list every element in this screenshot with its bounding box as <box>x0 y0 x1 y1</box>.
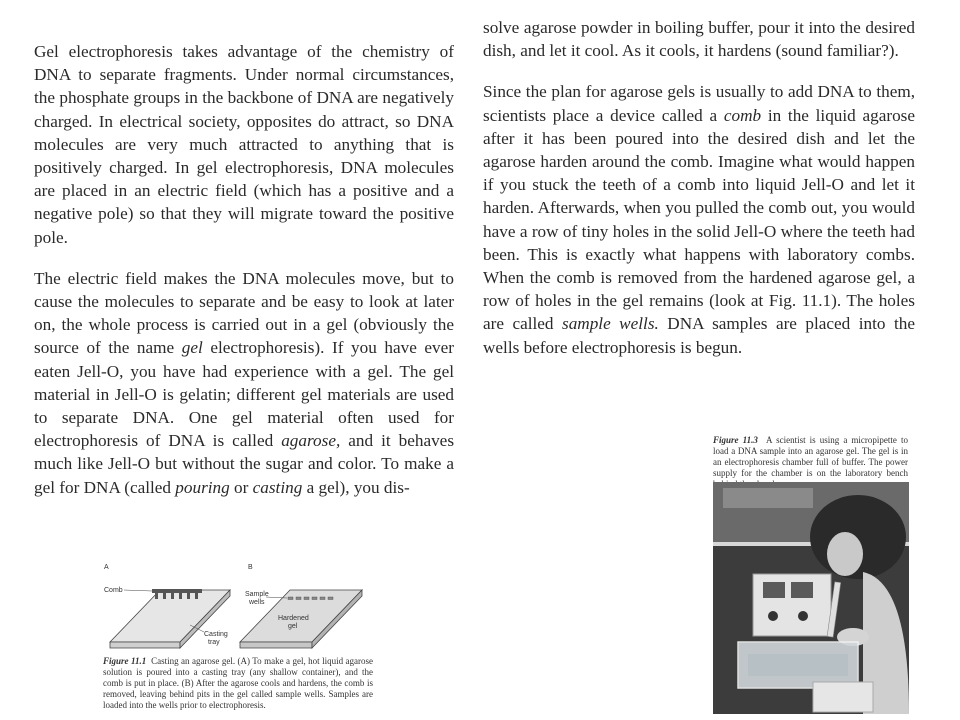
figure-11-3-caption: Figure 11.3 A scientist is using a micropipette to load a DNA sample into an agarose gel. The gel is in an electrophoresis chamber full of buffer. The power supply for the chamber is on the laboratory bench <box>713 435 908 478</box>
left-text-column <box>34 40 454 517</box>
gel-label: gel <box>288 623 298 630</box>
casting-label: Casting <box>204 631 228 638</box>
power-supply-meter <box>763 582 785 598</box>
panel-b-label: B <box>248 564 253 571</box>
agarose-gel <box>748 654 848 676</box>
panel-a-label: A <box>104 564 109 571</box>
power-supply-meter-2 <box>791 582 813 598</box>
figure-11-1-caption: Figure 11.1 Casting an agarose gel. (A) To make a gel, hot liquid agarose solution is poured into a casting tray (any shallow container), and the comb is put in place. (B) After the agarose cools and hardens, the comb is removed, leaving behind pits in the gel called sample wells. Samples are loaded into the wells prior to electrophoresis. <box>103 656 374 710</box>
lab-shelf <box>723 488 813 508</box>
figure-11-1-illustration <box>100 560 370 654</box>
casting-tray-front <box>110 642 180 648</box>
hardened-gel-front <box>240 642 312 648</box>
sample-label: Sample <box>245 591 269 598</box>
paragraph-agarose-cooling: solve agarose powder in boiling buffer, pour it into the desired dish, and let it cool. As it cools, it hardens (sound familiar?). <box>483 18 915 61</box>
comb-label: Comb <box>104 587 123 594</box>
paragraph-comb-sample-wells: Since the plan for agarose gels is usually to add DNA to them, scientists place a device called a comb in the liquid agarose after it has been poured into the desired dish and let the agarose harden around the comb. Imagine what would happen if you stuck the teeth of a comb into liquid Jell-O and let it harden. Afterwards, when you pulled the comb out, you would have a row of tiny holes in the solid Jell-O where the teeth had been. This is exactly what happens with laboratory combs. When the comb is removed from the hardened agarose gel, a row of holes in the gel remains (look at Fig. 11.1). The holes are called sample wells. DNA samples are placed into the wells before electrophoresis is begun. <box>483 82 915 357</box>
comb-leader-line <box>124 590 152 591</box>
sample-rack <box>813 682 873 712</box>
figure-11-3-photo <box>713 482 909 714</box>
power-supply-knob-2 <box>798 611 808 621</box>
hardened-label: Hardened <box>278 615 309 622</box>
right-text-column <box>483 16 915 377</box>
paragraph-gel-electrophoresis-intro: Gel electrophoresis takes advantage of the chemistry of DNA to separate fragments. Under normal circumstances, the phosphate groups in the backbone of DNA are negatively charged. In electrical society, opposites do attract, so DNA molecules are very much attracted to anything that is positively charged. In gel electrophoresis, DNA molecules are placed in an electric field (which has a positive and a negative pole) so that they will migrate toward the positive pole. <box>34 42 454 247</box>
paragraph-electric-field: The electric field makes the DNA molecules move, but to cause the molecules to separate and be easy to look at later on, the whole process is carried out in a gel (obviously the source of the name gel electrophoresis). If you have ever eaten Jell-O, you have had experience with a gel. The gel material in Jell-O is gelatin; different gel materials are used to separate DNA. One gel material often used for electrophoresis of DNA is called agarose, and it behaves much like Jell-O but without the sugar and color. To make a gel for DNA (called pouring or casting a gel), you dis- <box>34 268 455 497</box>
comb-bar <box>152 589 202 593</box>
scientist-face <box>827 532 863 576</box>
power-supply-knob <box>768 611 778 621</box>
tray-label: tray <box>208 639 220 646</box>
wells-label: wells <box>249 599 265 606</box>
